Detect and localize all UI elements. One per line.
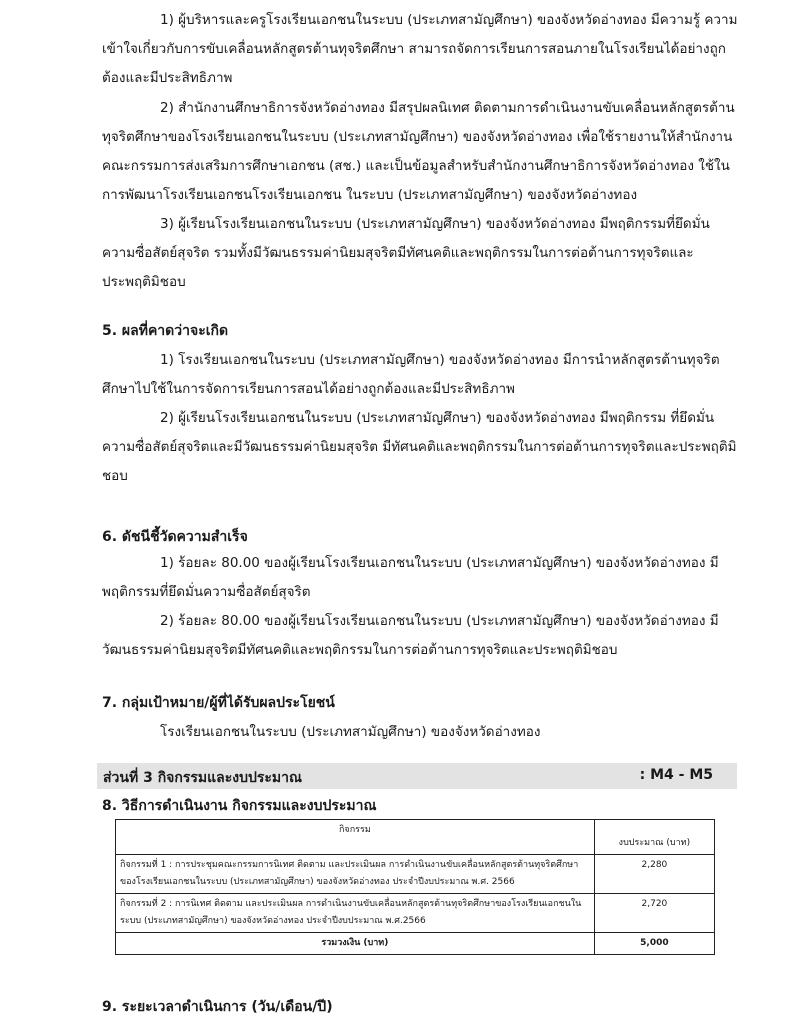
section6-heading: 6. ดัชนีชี้วัดความสำเร็จ <box>102 529 248 545</box>
budget-cell: 2,280 <box>594 855 714 894</box>
section9-heading: 9. ระยะเวลาดำเนินการ (วัน/เดือน/ปี) <box>102 999 333 1015</box>
table-row <box>116 894 715 933</box>
budget-cell: 2,720 <box>594 894 714 933</box>
table-total-row <box>116 933 715 955</box>
total-value: 5,000 <box>594 933 714 955</box>
section7-text: โรงเรียนเอกชนในระบบ (ประเภทสามัญศึกษา) ของจังหวัดอ่างทอง <box>160 724 541 740</box>
part3-header-bar <box>97 763 737 789</box>
table-row <box>116 855 715 894</box>
activity-cell: กิจกรรมที่ 2 : การนิเทศ ติดตาม และประเมินผล การดำเนินงานขับเคลื่อนหลักสูตรต้านทุจริตศึกษาของโรงเรียนเอกชนในระบบ (ประเภทสามัญศึกษา) ของจังหวัดอ่างทอง ประจำปีงบประมาณ พ.ศ.2566 <box>116 894 595 933</box>
part3-title: ส่วนที่ 3 กิจกรรมและงบประมาณ <box>103 770 302 786</box>
objective-item-3: 3) ผู้เรียนโรงเรียนเอกชนในระบบ (ประเภทสามัญศึกษา) ของจังหวัดอ่างทอง มีพฤติกรรมที่ยึดมั่นความซื่อสัตย์สุจริต รวมทั้งมีวัฒนธรรมค่านิยมสุจริตมีทัศนคติและพฤติกรรมในการต่อต้านการทุจริตและประพฤติมิชอบ <box>102 216 710 290</box>
section7-heading: 7. กลุ่มเป้าหมาย/ผู้ที่ได้รับผลประโยชน์ <box>102 695 335 711</box>
section5-item-1: 1) โรงเรียนเอกชนในระบบ (ประเภทสามัญศึกษา) ของจังหวัดอ่างทอง มีการนำหลักสูตรต้านทุจริตศึกษาไปใช้ในการจัดการเรียนการสอนได้อย่างถูกต้องและมีประสิทธิภาพ <box>102 352 720 397</box>
section5-heading: 5. ผลที่คาดว่าจะเกิด <box>102 323 229 339</box>
part3-code: : M4 - M5 <box>639 767 713 783</box>
section5-item-2: 2) ผู้เรียนโรงเรียนเอกชนในระบบ (ประเภทสามัญศึกษา) ของจังหวัดอ่างทอง มีพฤติกรรม ที่ยึดมั่นความซื่อสัตย์สุจริตและมีวัฒนธรรมค่านิยมสุจริต มีทัศนคติและพฤติกรรมในการต่อต้านการทุจริตและประพฤติมิชอบ <box>102 410 737 484</box>
objective-item-1: 1) ผู้บริหารและครูโรงเรียนเอกชนในระบบ (ประเภทสามัญศึกษา) ของจังหวัดอ่างทอง มีความรู้ ความเข้าใจเกี่ยวกับการขับเคลื่อนหลักสูตรต้านทุจริตศึกษา สามารถจัดการเรียนการสอนภายในโรงเรียนได้อย่างถูกต้องและมีประสิทธิภาพ <box>102 12 738 86</box>
header-activity: กิจกรรม <box>116 820 595 855</box>
total-label: รวมวงเงิน (บาท) <box>116 933 595 955</box>
table-header-row <box>116 820 715 855</box>
budget-table <box>115 819 715 955</box>
section8-heading: 8. วิธีการดำเนินงาน กิจกรรมและงบประมาณ <box>102 798 377 814</box>
section6-item-1: 1) ร้อยละ 80.00 ของผู้เรียนโรงเรียนเอกชนในระบบ (ประเภทสามัญศึกษา) ของจังหวัดอ่างทอง มีพฤติกรรมที่ยึดมั่นความซื่อสัตย์สุจริต <box>102 555 719 600</box>
header-budget: งบประมาณ (บาท) <box>594 820 714 855</box>
activity-cell: กิจกรรมที่ 1 : การประชุมคณะกรรมการนิเทศ ติดตาม และประเมินผล การดำเนินงานขับเคลื่อนหลักสูตรต้านทุจริตศึกษาของโรงเรียนเอกชนในระบบ (ประเภทสามัญศึกษา) ของจังหวัดอ่างทอง ประจำปีงบประมาณ พ.ศ. 2566 <box>116 855 595 894</box>
section6-item-2: 2) ร้อยละ 80.00 ของผู้เรียนโรงเรียนเอกชนในระบบ (ประเภทสามัญศึกษา) ของจังหวัดอ่างทอง มีวัฒนธรรมค่านิยมสุจริตมีทัศนคติและพฤติกรรมในการต่อต้านการทุจริตและประพฤติมิชอบ <box>102 613 719 658</box>
objective-item-2: 2) สำนักงานศึกษาธิการจังหวัดอ่างทอง มีสรุปผลนิเทศ ติดตามการดำเนินงานขับเคลื่อนหลักสูตรต้านทุจริตศึกษาของโรงเรียนเอกชนในระบบ (ประเภทสามัญศึกษา) ของจังหวัดอ่างทอง เพื่อใช้รายงานให้สำนักงานคณะกรรมการส่งเสริมการศึกษาเอกชน (สช.) และเป็นข้อมูลสำหรับสำนักงานศึกษาธิการจังหวัดอ่างทอง ใช้ในการพัฒนาโรงเรียนเอกชนโรงเรียนเอกชน ในระบบ (ประเภทสามัญศึกษา) ของจังหวัดอ่างทอง <box>102 100 735 203</box>
